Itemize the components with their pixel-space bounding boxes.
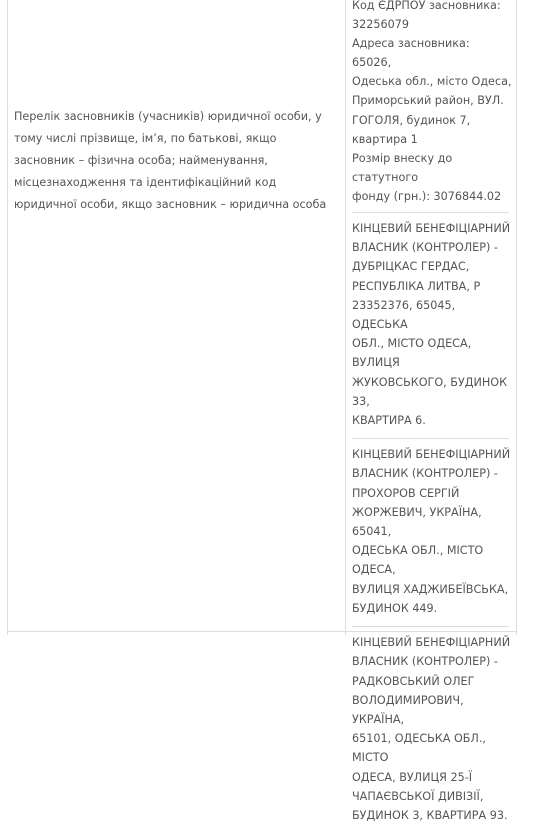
entry-line: КІНЦЕВИЙ БЕНЕФІЦІАРНИЙ bbox=[352, 222, 511, 236]
entry-line: Розмір внеску до статутного bbox=[352, 151, 453, 184]
entry-line: ВУЛИЦЯ ХАДЖИБЕЇВСЬКА, bbox=[352, 582, 509, 596]
beneficiary-entry-dubritskas bbox=[346, 213, 516, 438]
entry-line: ГОГОЛЯ, будинок 7, квартира 1 bbox=[352, 113, 471, 146]
entry-line: Приморський район, ВУЛ. bbox=[352, 94, 504, 108]
table-border-left bbox=[7, 0, 8, 635]
entry-line: ЧАПАЄВСЬКОЇ ДИВІЗІЇ, bbox=[352, 789, 484, 803]
entry-line: ОБЛ., МІСТО ОДЕСА, ВУЛИЦЯ bbox=[352, 337, 472, 370]
founders-values bbox=[346, 0, 516, 825]
entry-line: ЖОРЖЕВИЧ, УКРАЇНА, 65041, bbox=[352, 505, 482, 539]
founders-label: Перелік засновників (учасників) юридичної особи, у тому числі прізвище, ім’я, по батькові, якщо засновник – фізична особа; найменування, місцезнаходження та ідентифікаційний код юридичної особи, якщо засновник – юридична особа bbox=[14, 110, 327, 211]
entry-line: ОДЕСЬКА ОБЛ., МІСТО ОДЕСА, bbox=[352, 544, 484, 577]
entry-line: КВАРТИРА 6. bbox=[352, 414, 426, 428]
entry-line: фонду (грн.): 3076844.02 bbox=[352, 189, 502, 203]
entry-line: ВОЛОДИМИРОВИЧ, УКРАЇНА, bbox=[352, 693, 464, 726]
entry-line: ВЛАСНИК (КОНТРОЛЕР) - bbox=[352, 241, 498, 255]
entry-line: ДУБРІЦКАС ГЕРДАС, bbox=[352, 260, 470, 274]
entry-line: БУДИНОК 449. bbox=[352, 601, 438, 615]
entry-line: 65101, ОДЕСЬКА ОБЛ., МІСТО bbox=[352, 732, 486, 765]
beneficiary-entry-prokhorov bbox=[346, 439, 516, 626]
entry-line: Код ЄДРПОУ засновника: bbox=[352, 0, 501, 12]
entry-line: РАДКОВСЬКИЙ ОЛЕГ bbox=[352, 674, 475, 688]
entry-line: КІНЦЕВИЙ БЕНЕФІЦІАРНИЙ bbox=[352, 636, 511, 650]
founder-entry-legal bbox=[346, 0, 516, 212]
beneficiary-entry-radkovskyi bbox=[346, 627, 516, 825]
entry-line: ВЛАСНИК (КОНТРОЛЕР) - bbox=[352, 467, 498, 481]
entry-line: ПРОХОРОВ СЕРГІЙ bbox=[352, 486, 460, 500]
entry-line: РЕСПУБЛІКА ЛИТВА, Р bbox=[352, 279, 481, 293]
entry-line: ОДЕСА, ВУЛИЦЯ 25-Ї bbox=[352, 770, 473, 784]
table-border-right bbox=[516, 0, 517, 635]
entry-line: Одеська обл., місто Одеса, bbox=[352, 75, 512, 89]
entry-line: 32256079 bbox=[352, 18, 409, 32]
entry-line: 23352376, 65045, ОДЕСЬКА bbox=[352, 298, 456, 332]
entry-line: ЖУКОВСЬКОГО, БУДИНОК 33, bbox=[352, 375, 508, 408]
entry-line: ВЛАСНИК (КОНТРОЛЕР) - bbox=[352, 655, 498, 669]
entry-line: КІНЦЕВИЙ БЕНЕФІЦІАРНИЙ bbox=[352, 448, 511, 462]
entry-line: Адреса засновника: 65026, bbox=[352, 37, 470, 70]
entry-line: БУДИНОК 3, КВАРТИРА 93. bbox=[352, 808, 508, 822]
